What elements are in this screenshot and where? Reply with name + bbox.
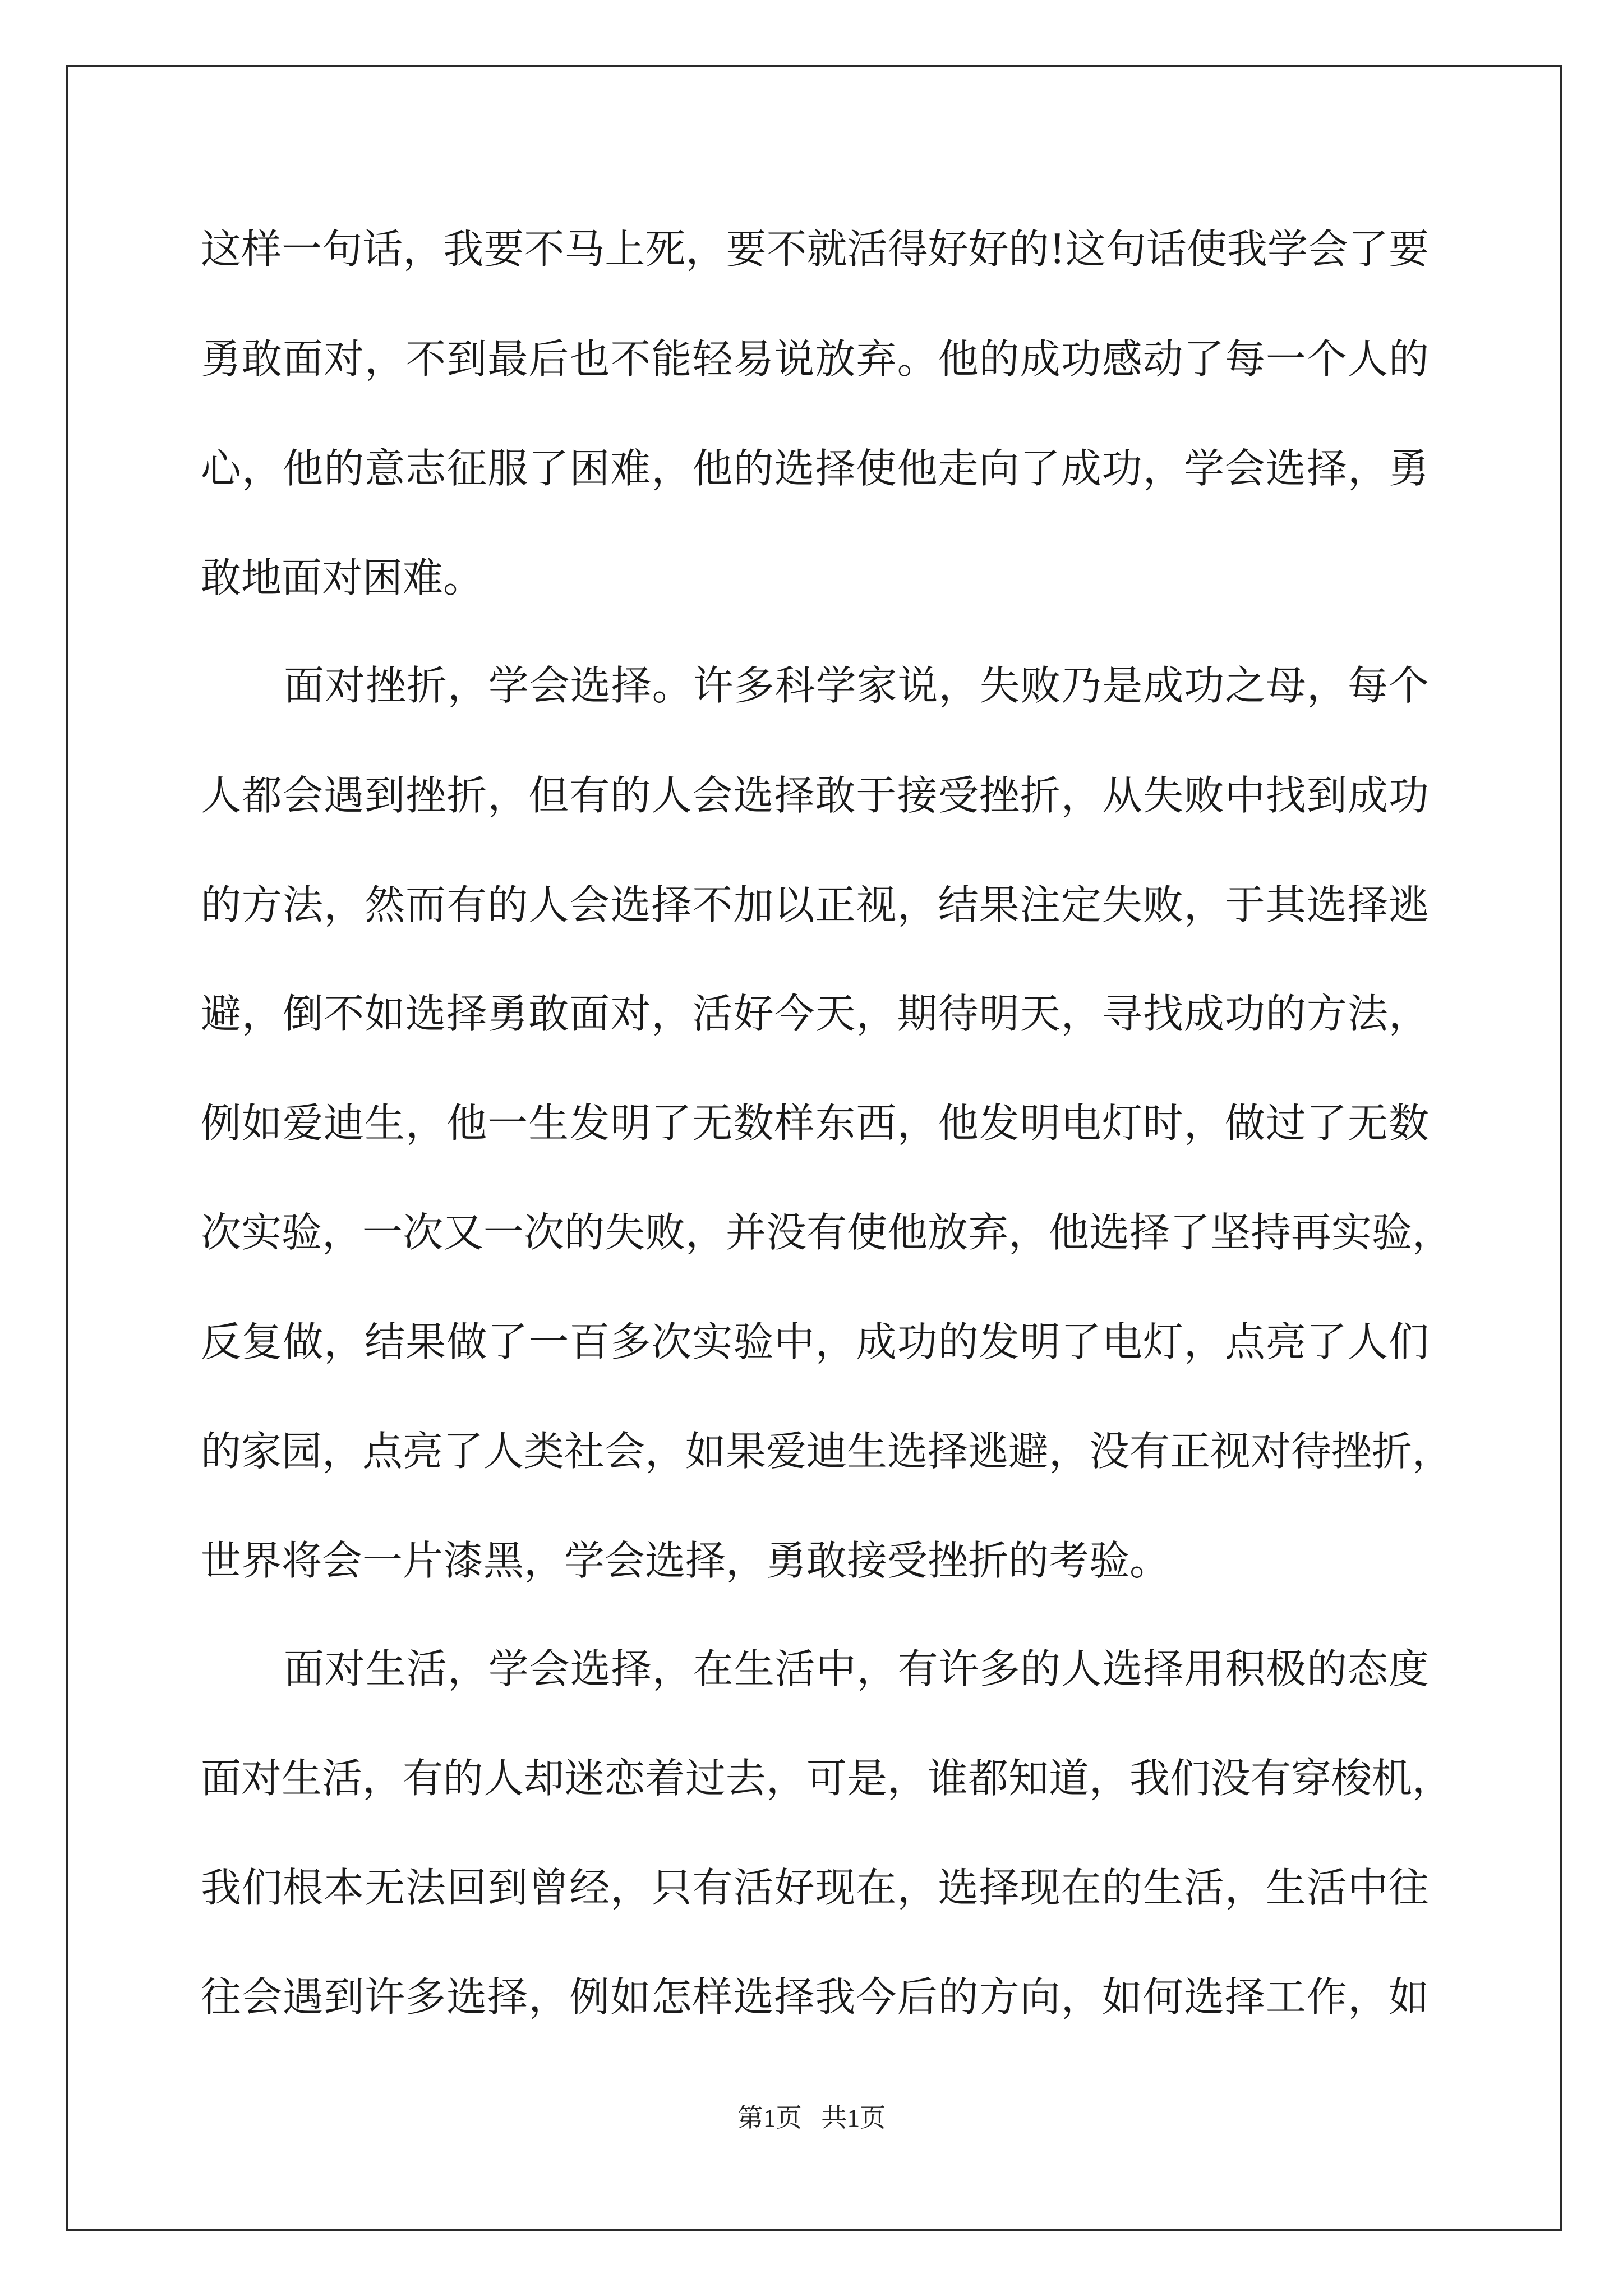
text-line: 面对生活，有的人却迷恋着过去，可是，谁都知道，我们没有穿梭机， xyxy=(201,1755,1453,1802)
text-line: 这样一句话，我要不马上死，要不就活得好好的!这句话使我学会了要 xyxy=(201,226,1429,273)
text-line: 例如爱迪生，他一生发明了无数样东西，他发明电灯时，做过了无数 xyxy=(201,1099,1429,1147)
text-line: 避，倒不如选择勇敢面对，活好今天，期待明天，寻找成功的方法， xyxy=(201,990,1429,1037)
page-number-footer: 第1页 共1页 xyxy=(737,2104,886,2132)
text-line: 勇敢面对，不到最后也不能轻易说放弃。他的成功感动了每一个人的 xyxy=(201,335,1429,383)
text-line: 的方法，然而有的人会选择不加以正视，结果注定失败，于其选择逃 xyxy=(201,881,1429,928)
text-line: 人都会遇到挫折，但有的人会选择敢于接受挫折，从失败中找到成功 xyxy=(201,772,1429,819)
text-line: 次实验，一次又一次的失败，并没有使他放弃，他选择了坚持再实验， xyxy=(201,1209,1453,1256)
text-line: 世界将会一片漆黑，学会选择，勇敢接受挫折的考验。 xyxy=(201,1537,1170,1584)
text-line: 敢地面对困难。 xyxy=(201,554,484,601)
text-line: 往会遇到许多选择，例如怎样选择我今后的方向，如何选择工作，如 xyxy=(201,1973,1429,2021)
paragraph-first-line: 面对挫折，学会选择。许多科学家说，失败乃是成功之母，每个 xyxy=(284,662,1429,709)
text-line: 我们根本无法回到曾经，只有活好现在，选择现在的生活，生活中往 xyxy=(201,1864,1429,1911)
text-line: 反复做，结果做了一百多次实验中，成功的发明了电灯，点亮了人们 xyxy=(201,1318,1429,1365)
text-line: 的家园，点亮了人类社会，如果爱迪生选择逃避，没有正视对待挫折， xyxy=(201,1428,1453,1475)
paragraph-first-line: 面对生活，学会选择，在生活中，有许多的人选择用积极的态度 xyxy=(284,1645,1429,1692)
text-line: 心，他的意志征服了困难，他的选择使他走向了成功，学会选择，勇 xyxy=(201,445,1429,492)
